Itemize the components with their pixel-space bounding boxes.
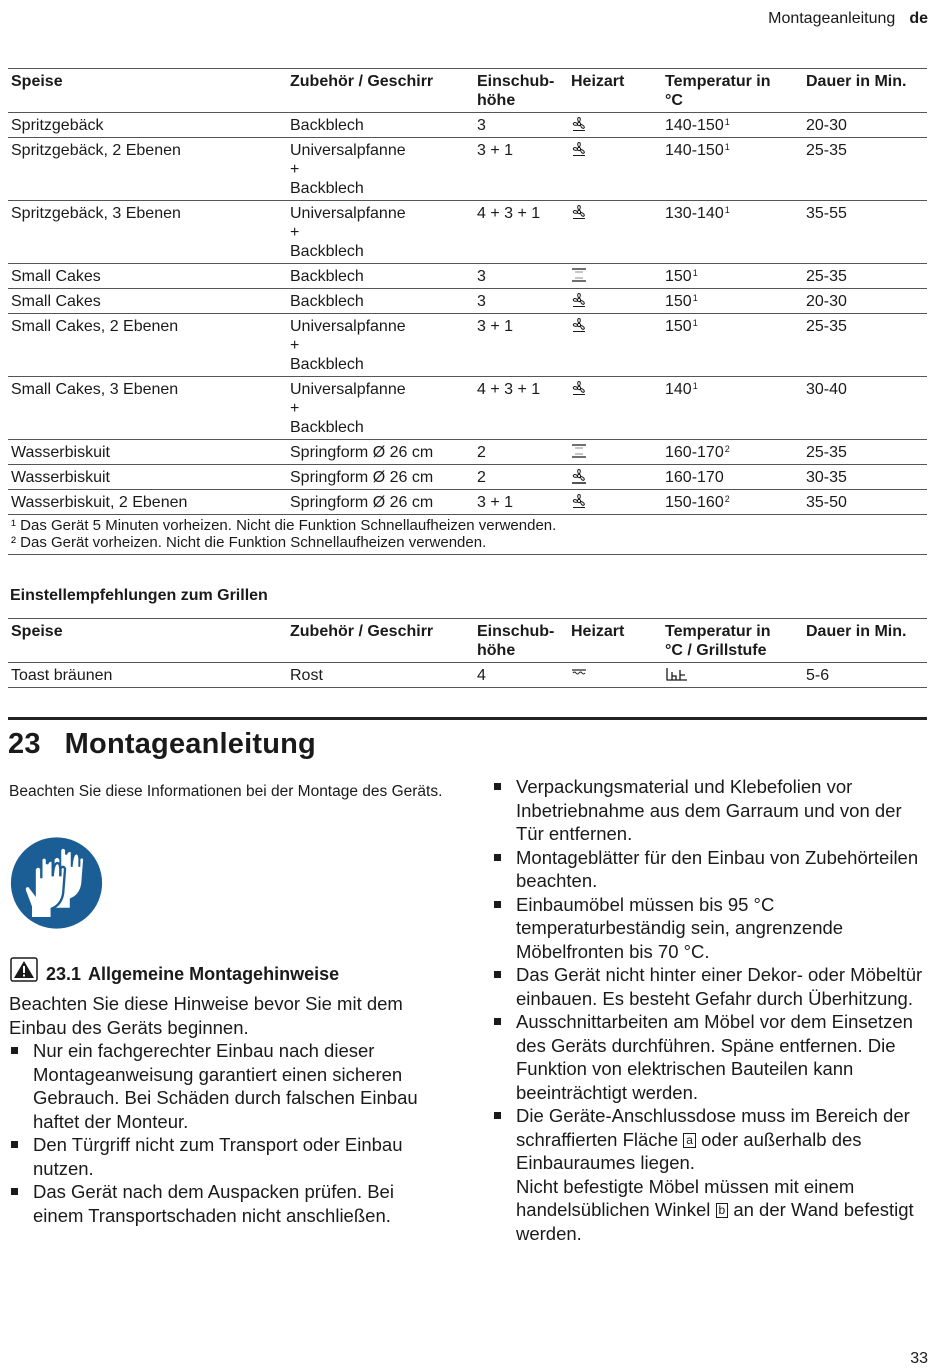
cell-temperatur: 160-170 xyxy=(665,469,724,486)
subsection-intro: Beachten Sie diese Hinweise bevor Sie mit dem Einbau des Geräts beginnen. xyxy=(9,993,403,1038)
cell-hoehe: 2 xyxy=(477,469,486,486)
cell-heizart xyxy=(568,440,662,465)
table-row xyxy=(8,465,927,490)
cell-hoehe: 3 + 1 xyxy=(477,142,514,159)
col-heizart: Heizart xyxy=(571,623,625,640)
cell-temperatur: $150-160^2$ xyxy=(665,494,730,511)
cell-speise: Spritzgebäck, 2 Ebenen xyxy=(11,142,181,159)
cell-zubehoer xyxy=(287,201,474,264)
wear-gloves-icon xyxy=(9,834,104,932)
accessory-line: Backblech xyxy=(290,293,364,310)
accessory-line: Backblech xyxy=(290,117,364,134)
cell-speise: Wasserbiskuit xyxy=(11,469,110,486)
accessory-line: Universalpfanne xyxy=(290,142,406,159)
col-einschubhoehe: Einschub- höhe xyxy=(477,73,555,109)
cell-temperatur: $140-150^1$ xyxy=(665,142,730,159)
footnote-ref: 2 xyxy=(724,444,730,454)
cell-zubehoer xyxy=(287,314,474,377)
table-row xyxy=(8,377,927,440)
fan-icon xyxy=(571,204,587,220)
col-heizart: Heizart xyxy=(571,73,625,90)
cell-heizart xyxy=(568,490,662,515)
cell-heizart xyxy=(568,113,662,138)
cell-temperatur: $140-150^1$ xyxy=(665,117,730,134)
accessory-line: + xyxy=(290,337,300,354)
accessory-line: + xyxy=(290,400,300,417)
section-number: 23 xyxy=(8,728,41,760)
cell-zubehoer xyxy=(287,440,474,465)
section-heading xyxy=(8,728,316,761)
cell-zubehoer xyxy=(287,377,474,440)
list-item: Einbaumöbel müssen bis 95 °C temperaturbeständig sein, angrenzende Möbelfronten bis 70 °C. xyxy=(492,893,930,964)
running-header xyxy=(768,10,928,28)
table-row xyxy=(8,440,927,465)
list-item: Ausschnittarbeiten am Möbel vor dem Einsetzen des Geräts durchführen. Späne entfernen. Die Funktion von elektrischen Bauteilen kann beeinträchtigt werden. xyxy=(492,1010,930,1104)
accessory-line: Universalpfanne xyxy=(290,205,406,222)
accessory-line: + xyxy=(290,224,300,241)
table-row xyxy=(8,663,927,688)
top-bottom-heat-icon xyxy=(571,443,587,459)
cell-zubehoer: Rost xyxy=(290,667,323,684)
cell-dauer: 25-35 xyxy=(806,444,847,461)
list-item: Montageblätter für den Einbau von Zubehörteilen beachten. xyxy=(492,846,930,893)
baking-table xyxy=(8,68,927,555)
footnote-ref: 1 xyxy=(724,142,730,152)
cell-temperatur: $160-170^2$ xyxy=(665,444,730,461)
cell-dauer: 30-40 xyxy=(806,381,847,398)
list-item: Verpackungsmaterial und Klebefolien vor Inbetriebnahme aus dem Garraum und von der Tür entfernen. xyxy=(492,775,930,846)
cell-hoehe: 2 xyxy=(477,444,486,461)
section-rule xyxy=(8,717,927,720)
figure-label-b: b xyxy=(716,1203,729,1218)
footnote-ref: 2 xyxy=(724,494,730,504)
cell-temperatur: $150^1$ xyxy=(665,268,698,285)
cell-hoehe: 3 xyxy=(477,268,486,285)
col-einschubhoehe: Einschub- höhe xyxy=(477,623,555,659)
fan-bottom-heat-icon xyxy=(571,468,587,484)
right-bullet-list xyxy=(492,775,930,1245)
col-zubehoer: Zubehör / Geschirr xyxy=(290,73,434,90)
col-temperatur: Temperatur in °C xyxy=(665,73,771,109)
table-header-row xyxy=(8,69,927,113)
fan-icon xyxy=(571,493,587,509)
cell-hoehe: 4 + 3 + 1 xyxy=(477,381,541,398)
footnote-2: ² Das Gerät vorheizen. Nicht die Funktion Schnellaufheizen verwenden. xyxy=(11,534,487,551)
fan-icon xyxy=(571,380,587,396)
col-zubehoer: Zubehör / Geschirr xyxy=(290,623,434,640)
cell-hoehe: 3 + 1 xyxy=(477,318,514,335)
cell-speise: Small Cakes, 3 Ebenen xyxy=(11,381,179,398)
cell-dauer: 20-30 xyxy=(806,117,847,134)
cell-dauer: 35-50 xyxy=(806,494,847,511)
cell-heizart xyxy=(568,264,662,289)
cell-speise: Wasserbiskuit xyxy=(11,444,110,461)
footnote-ref: 1 xyxy=(692,293,698,303)
accessory-line: Springform Ø 26 cm xyxy=(290,494,434,511)
footnote-ref: 1 xyxy=(692,318,698,328)
cell-dauer: 20-30 xyxy=(806,293,847,310)
footnote-ref: 1 xyxy=(724,205,730,215)
cell-dauer: 25-35 xyxy=(806,318,847,335)
cell-heizart xyxy=(568,289,662,314)
cell-temperatur: $150^1$ xyxy=(665,318,698,335)
table-row xyxy=(8,264,927,289)
cell-hoehe: 3 + 1 xyxy=(477,494,514,511)
cell-zubehoer xyxy=(287,138,474,201)
cell-heizart xyxy=(568,138,662,201)
subsection-number: 23.1 xyxy=(46,964,82,984)
accessory-line: Backblech xyxy=(290,180,364,197)
list-item: Den Türgriff nicht zum Transport oder Einbau nutzen. xyxy=(9,1133,449,1180)
footnote-ref: 1 xyxy=(724,117,730,127)
list-item: Die Geräte-Anschlussdose muss im Bereich der schraffierten Fläche a oder außerhalb des Einbauraumes liegen. Nicht befestigte Möbel müssen mit einem handelsüblichen Winkel b an der Wand befestigt werden. xyxy=(492,1104,930,1245)
cell-dauer: 5-6 xyxy=(806,667,830,684)
col-dauer: Dauer in Min. xyxy=(806,623,907,640)
cell-dauer: 30-35 xyxy=(806,469,847,486)
header-language: de xyxy=(909,10,928,27)
section-title: Montageanleitung xyxy=(64,728,316,760)
cell-speise: Spritzgebäck, 3 Ebenen xyxy=(11,205,181,222)
cell-speise: Small Cakes xyxy=(11,293,101,310)
cell-heizart xyxy=(568,465,662,490)
cell-temperatur: $130-140^1$ xyxy=(665,205,730,222)
cell-zubehoer xyxy=(287,113,474,138)
cell-hoehe: 4 + 3 + 1 xyxy=(477,205,541,222)
table-row xyxy=(8,289,927,314)
table-row xyxy=(8,138,927,201)
cell-speise: Wasserbiskuit, 2 Ebenen xyxy=(11,494,188,511)
footnote-row xyxy=(8,515,927,555)
list-item: Nur ein fachgerechter Einbau nach dieser Montageanweisung garantiert einen sicheren Gebrauch. Bei Schäden durch falschen Einbau haftet der Monteur. xyxy=(9,1039,449,1133)
fan-icon xyxy=(571,317,587,333)
table-row xyxy=(8,201,927,264)
grill-table-title: Einstellempfehlungen zum Grillen xyxy=(10,587,268,604)
subsection-title: Allgemeine Montagehinweise xyxy=(88,964,340,984)
cell-hoehe: 3 xyxy=(477,293,486,310)
cell-speise: Small Cakes xyxy=(11,268,101,285)
top-bottom-heat-icon xyxy=(571,267,587,283)
cell-dauer: 25-35 xyxy=(806,142,847,159)
cell-zubehoer xyxy=(287,264,474,289)
left-column xyxy=(9,992,449,1227)
header-title: Montageanleitung xyxy=(768,10,896,27)
cell-speise: Small Cakes, 2 Ebenen xyxy=(11,318,179,335)
cell-zubehoer xyxy=(287,465,474,490)
col-speise: Speise xyxy=(11,73,63,90)
accessory-line: Backblech xyxy=(290,419,364,436)
fan-icon xyxy=(571,116,587,132)
footnote-ref: 1 xyxy=(692,381,698,391)
table-row xyxy=(8,490,927,515)
cell-temperatur: $150^1$ xyxy=(665,293,698,310)
accessory-line: Universalpfanne xyxy=(290,318,406,335)
warning-icon xyxy=(10,957,38,982)
accessory-line: Springform Ø 26 cm xyxy=(290,469,434,486)
accessory-line: + xyxy=(290,161,300,178)
left-bullet-list xyxy=(9,1039,449,1227)
list-item: Das Gerät nicht hinter einer Dekor- oder Möbeltür einbauen. Es besteht Gefahr durch Überhitzung. xyxy=(492,963,930,1010)
cell-heizart xyxy=(568,314,662,377)
list-item: Das Gerät nach dem Auspacken prüfen. Bei einem Transportschaden nicht anschließen. xyxy=(9,1180,449,1227)
accessory-line: Universalpfanne xyxy=(290,381,406,398)
footnote-1: ¹ Das Gerät 5 Minuten vorheizen. Nicht die Funktion Schnellaufheizen verwenden. xyxy=(11,517,557,534)
cell-heizart xyxy=(568,201,662,264)
grill-level-3-icon xyxy=(665,666,689,682)
section-intro: Beachten Sie diese Informationen bei der Montage des Geräts. xyxy=(9,783,443,800)
grill-table xyxy=(8,618,927,688)
subsection-heading xyxy=(46,964,339,985)
cell-dauer: 25-35 xyxy=(806,268,847,285)
right-column xyxy=(492,775,930,1245)
col-speise: Speise xyxy=(11,623,63,640)
table-row xyxy=(8,314,927,377)
full-grill-icon xyxy=(571,666,587,682)
fan-icon xyxy=(571,141,587,157)
table-row xyxy=(8,113,927,138)
fan-icon xyxy=(571,292,587,308)
cell-temperatur: $140^1$ xyxy=(665,381,698,398)
footnote-ref: 1 xyxy=(692,268,698,278)
accessory-line: Backblech xyxy=(290,356,364,373)
accessory-line: Springform Ø 26 cm xyxy=(290,444,434,461)
cell-zubehoer xyxy=(287,490,474,515)
page-number: 33 xyxy=(910,1350,928,1367)
cell-speise: Spritzgebäck xyxy=(11,117,104,134)
cell-dauer: 35-55 xyxy=(806,205,847,222)
cell-speise: Toast bräunen xyxy=(11,667,113,684)
col-dauer: Dauer in Min. xyxy=(806,73,907,90)
accessory-line: Backblech xyxy=(290,243,364,260)
col-temperatur: Temperatur in °C / Grillstufe xyxy=(665,623,771,659)
table-header-row xyxy=(8,619,927,663)
cell-heizart xyxy=(568,377,662,440)
cell-hoehe: 3 xyxy=(477,117,486,134)
cell-hoehe: 4 xyxy=(477,667,486,684)
figure-label-a: a xyxy=(683,1133,696,1148)
accessory-line: Backblech xyxy=(290,268,364,285)
cell-zubehoer xyxy=(287,289,474,314)
